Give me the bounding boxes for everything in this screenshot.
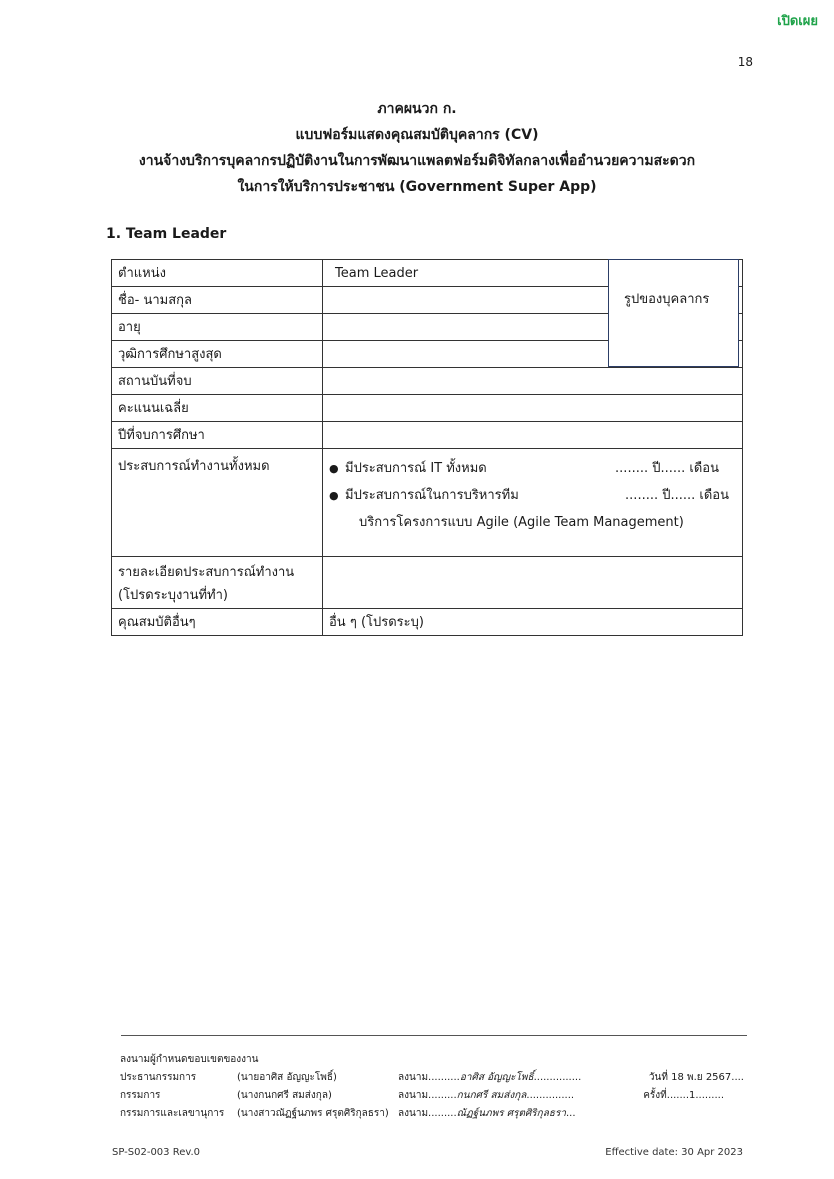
education-label: วุฒิการศึกษาสูงสุด bbox=[112, 341, 323, 368]
other-label: คุณสมบัติอื่นๆ bbox=[112, 609, 323, 636]
table-row bbox=[112, 422, 743, 449]
document-code: SP-S02-003 Rev.0 bbox=[112, 1147, 201, 1158]
grad-year-label: ปีที่จบการศึกษา bbox=[112, 422, 323, 449]
gpa-label: คะแนนเฉลี่ย bbox=[112, 395, 323, 422]
effective-date: Effective date: 30 Apr 2023 bbox=[605, 1147, 743, 1158]
table-row bbox=[112, 449, 743, 557]
project-subtitle: ในการให้บริการประชาชน (Government Super App) bbox=[237, 179, 597, 195]
signature-block bbox=[120, 1051, 750, 1123]
work-detail-field[interactable] bbox=[323, 557, 743, 609]
grad-year-field[interactable] bbox=[323, 422, 743, 449]
exp-mgmt-continuation: บริการโครงการแบบ Agile (Agile Team Management) bbox=[359, 515, 684, 530]
classification-label: เปิดเผย bbox=[777, 14, 818, 29]
work-detail-label bbox=[112, 557, 323, 609]
signer-role: กรรมการ bbox=[120, 1090, 161, 1101]
table-row bbox=[112, 557, 743, 609]
signer-role: ประธานกรรมการ bbox=[120, 1072, 197, 1083]
signature-row bbox=[120, 1069, 750, 1087]
bullet-icon: ● bbox=[329, 489, 339, 502]
sign-suffix: ... bbox=[565, 1108, 576, 1119]
institution-field[interactable] bbox=[323, 368, 743, 395]
total-exp-label: ประสบการณ์ทำงานทั้งหมด bbox=[112, 449, 323, 557]
footer-divider bbox=[121, 1035, 747, 1036]
signer-name: (นางกนกศรี สมส่งกุล) bbox=[237, 1090, 332, 1101]
age-label: อายุ bbox=[112, 314, 323, 341]
signer-name: (นางสาวณัฏฐ์นภพร ศรุตศิริกุลธรา) bbox=[237, 1108, 389, 1119]
document-heading bbox=[0, 96, 834, 200]
signature-title: ลงนามผู้กำหนดขอบเขตของงาน bbox=[120, 1054, 259, 1065]
exp-it-line bbox=[329, 455, 737, 482]
table-row bbox=[112, 368, 743, 395]
sign-prefix: ลงนาม......... bbox=[398, 1108, 457, 1119]
sign-suffix: ............... bbox=[526, 1090, 575, 1101]
sign-name: อาศิส อัญญะโพธิ์ bbox=[459, 1072, 534, 1083]
name-label: ชื่อ- นามสกุล bbox=[112, 287, 323, 314]
exp-mgmt-line bbox=[329, 482, 737, 509]
table-row bbox=[112, 609, 743, 636]
project-title: งานจ้างบริการบุคลากรปฏิบัติงานในการพัฒนาแพลตฟอร์มดิจิทัลกลางเพื่ออำนวยความสะดวก bbox=[138, 153, 696, 169]
other-field[interactable]: อื่น ๆ (โปรดระบุ) bbox=[323, 609, 743, 636]
work-detail-label-line1: รายละเอียดประสบการณ์ทำงาน bbox=[118, 565, 295, 580]
signature bbox=[398, 1105, 638, 1123]
sign-prefix: ลงนาม.......... bbox=[398, 1072, 460, 1083]
position-value-text: Team Leader bbox=[335, 266, 419, 281]
signature-extra bbox=[638, 1105, 750, 1123]
position-label: ตำแหน่ง bbox=[112, 260, 323, 287]
sign-name: ณัฏฐ์นภพร ศรุตศิริกุลธรา bbox=[456, 1108, 566, 1119]
exp-mgmt-years: ........ ปี...... เดือน bbox=[625, 488, 729, 503]
institution-label: สถานบันที่จบ bbox=[112, 368, 323, 395]
photo-placeholder[interactable] bbox=[608, 259, 739, 367]
signature bbox=[398, 1069, 638, 1087]
exp-mgmt-text: มีประสบการณ์ในการบริหารทีม bbox=[345, 488, 519, 503]
signature bbox=[398, 1087, 638, 1105]
work-detail-label-line2: (โปรดระบุงานที่ทำ) bbox=[118, 588, 228, 603]
total-exp-field[interactable] bbox=[323, 449, 743, 557]
photo-label: รูปของบุคลากร bbox=[624, 292, 710, 307]
form-title: แบบฟอร์มแสดงคุณสมบัติบุคลากร (CV) bbox=[295, 127, 539, 143]
signer-role: กรรมการและเลขานุการ bbox=[120, 1108, 225, 1119]
section-title: 1. Team Leader bbox=[106, 226, 227, 242]
signature-row bbox=[120, 1087, 750, 1105]
table-row bbox=[112, 395, 743, 422]
signer-name: (นายอาศิส อัญญะโพธิ์) bbox=[237, 1072, 337, 1083]
page-number: 18 bbox=[737, 55, 753, 69]
appendix-title: ภาคผนวก ก. bbox=[377, 101, 457, 117]
gpa-field[interactable] bbox=[323, 395, 743, 422]
exp-it-text: มีประสบการณ์ IT ทั้งหมด bbox=[345, 461, 487, 476]
signature-date: วันที่ 18 พ.ย 2567.... bbox=[648, 1072, 744, 1083]
signature-round: ครั้งที่.......1......... bbox=[643, 1090, 724, 1101]
sign-suffix: ............... bbox=[533, 1072, 582, 1083]
sign-name: กนกศรี สมส่งกุล bbox=[456, 1090, 527, 1101]
exp-it-years: ........ ปี...... เดือน bbox=[615, 461, 719, 476]
sign-prefix: ลงนาม......... bbox=[398, 1090, 457, 1101]
bullet-icon: ● bbox=[329, 462, 339, 475]
signature-row bbox=[120, 1105, 750, 1123]
